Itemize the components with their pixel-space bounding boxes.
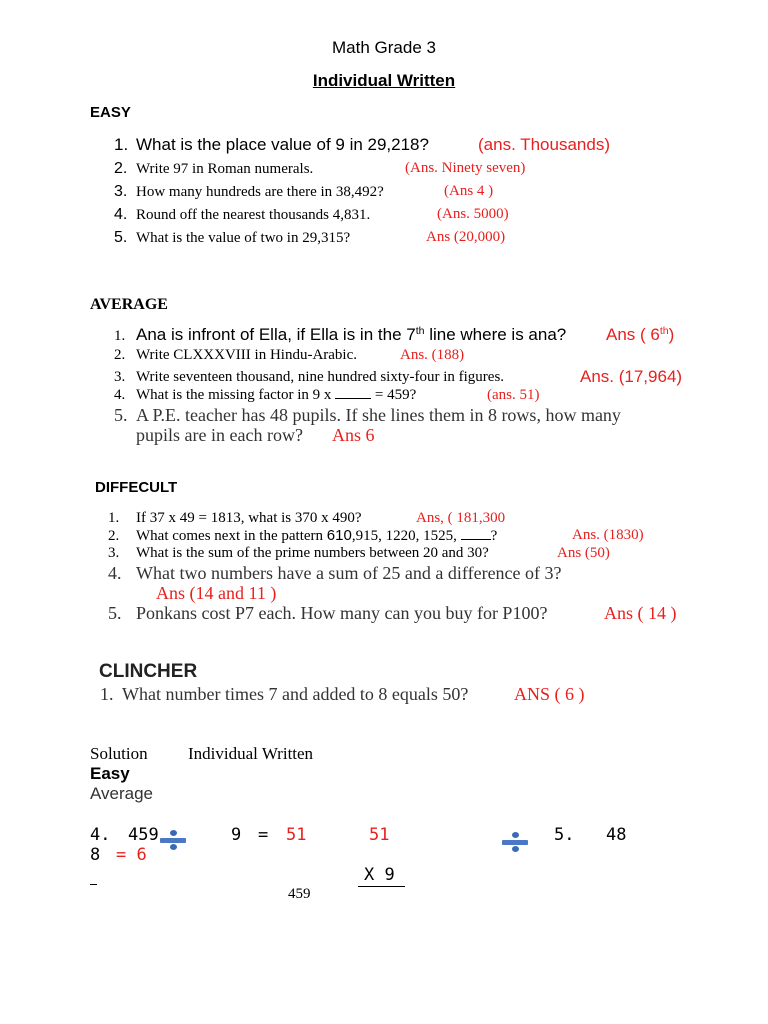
solution-easy-heading: Easy (90, 764, 130, 783)
difficult-answer-5: Ans ( 14 ) (604, 603, 677, 623)
multiplication-line (358, 886, 405, 887)
difficult-question-4: 4. What two numbers have a sum of 25 and a difference of 3? (108, 563, 562, 583)
solution-multiplier: X 9 (364, 865, 395, 885)
difficult-question-5: 5. Ponkans cost P7 each. How many can you buy for P100? (108, 603, 548, 623)
difficult-answer-4: Ans (14 and 11 ) (156, 583, 277, 603)
solution-item-5-value: 48 (606, 825, 627, 845)
clincher-question: 1. What number times 7 and added to 8 equals 50? (100, 684, 469, 704)
easy-answer-2: (Ans. Ninety seven) (405, 160, 526, 176)
clincher-heading: CLINCHER (99, 661, 198, 682)
solution-title: Individual Written (188, 744, 314, 763)
solution-item-5-number: 5. (554, 825, 575, 845)
average-question-5-line2: pupils are in each row? (136, 425, 303, 445)
easy-answer-4: (Ans. 5000) (437, 206, 509, 222)
solution-equals: = (258, 825, 269, 845)
solution-item-5-divisor: 8 (90, 845, 101, 865)
difficult-question-1: 1. If 37 x 49 = 1813, what is 370 x 490? (108, 510, 362, 526)
average-answer-2: Ans. (188) (400, 347, 465, 363)
divide-icon (160, 830, 186, 850)
difficult-answer-3: Ans (50) (557, 545, 610, 561)
solution-item-5-result: = 6 (116, 845, 147, 865)
average-answer-5: Ans 6 (332, 425, 375, 445)
easy-question-5: 5. What is the value of two in 29,315? (114, 229, 351, 246)
average-question-4: 4. What is the missing factor in 9 x = 459? (114, 387, 417, 403)
divide-icon (502, 832, 528, 852)
difficult-question-3: 3. What is the sum of the prime numbers between 20 and 30? (108, 545, 489, 561)
clincher-answer: ANS ( 6 ) (514, 684, 585, 704)
solution-label: Solution (90, 744, 148, 763)
document-subtitle: Individual Written (312, 71, 456, 90)
difficult-heading: DIFFECULT (95, 479, 178, 496)
answer-blank (335, 398, 371, 399)
average-answer-3: Ans. (17,964) (580, 367, 683, 386)
solution-dividend: 459 (128, 825, 159, 845)
solution-item-4-number: 4. (90, 825, 111, 845)
easy-question-4: 4. Round off the nearest thousands 4,831. (114, 206, 371, 223)
average-question-2: 2. Write CLXXXVIII in Hindu-Arabic. (114, 347, 358, 363)
solution-product: 459 (288, 886, 311, 902)
solution-divisor: 9 (231, 825, 242, 845)
average-answer-4: (ans. 51) (487, 387, 540, 403)
difficult-answer-1: Ans, ( 181,300 (416, 510, 506, 526)
average-answer-1: Ans ( 6th) (606, 325, 675, 344)
difficult-answer-2: Ans. (1830) (572, 527, 644, 543)
easy-question-1: 1. What is the place value of 9 in 29,218? (114, 135, 429, 154)
easy-question-2: 2. Write 97 in Roman numerals. (114, 160, 314, 177)
easy-answer-5: Ans (20,000) (426, 229, 506, 245)
underline-mark (90, 884, 97, 885)
solution-average-heading: Average (90, 784, 154, 803)
average-question-5: 5. A P.E. teacher has 48 pupils. If she lines them in 8 rows, how many (114, 405, 621, 425)
average-heading: AVERAGE (90, 296, 168, 313)
easy-answer-3: (Ans 4 ) (444, 183, 494, 199)
solution-quotient: 51 (286, 825, 307, 845)
easy-answer-1: (ans. Thousands) (478, 135, 610, 154)
difficult-question-2: 2. What comes next in the pattern 610,915, 1220, 1525, ? (108, 527, 498, 544)
easy-question-3: 3. How many hundreds are there in 38,492? (114, 183, 384, 200)
average-question-1: 1. Ana is infront of Ella, if Ella is in the 7th line where is ana? (114, 325, 567, 344)
average-question-3: 3. Write seventeen thousand, nine hundred sixty-four in figures. (114, 369, 505, 385)
pattern-blank (461, 539, 491, 540)
easy-heading: EASY (90, 104, 131, 121)
document-title: Math Grade 3 (332, 38, 436, 57)
solution-check-value: 51 (369, 825, 390, 845)
